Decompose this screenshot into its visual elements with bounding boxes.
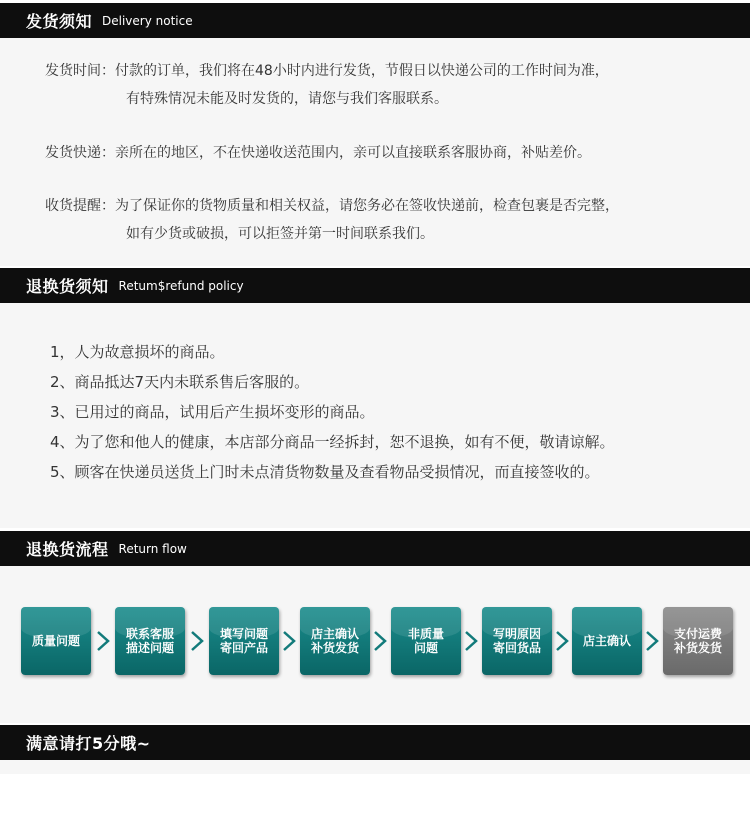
chevron-right-icon bbox=[555, 630, 569, 652]
flow-step-5: 非质量 问题 bbox=[391, 607, 461, 675]
chevron-right-icon bbox=[645, 630, 659, 652]
returns-item-1: 1，人为故意损坏的商品。 bbox=[50, 343, 225, 361]
flow-step-2: 联系客服 描述问题 bbox=[115, 607, 185, 675]
returns-item-3: 3、已用过的商品，试用后产生损坏变形的商品。 bbox=[50, 403, 375, 421]
rating-panel bbox=[0, 760, 750, 774]
delivery-title-en: Delivery notice bbox=[102, 13, 193, 28]
returns-title: 退换货须知 bbox=[26, 277, 109, 296]
rating-header bbox=[0, 725, 750, 760]
rating-title: 满意请打5分哦~ bbox=[26, 734, 151, 753]
chevron-right-icon bbox=[282, 630, 296, 652]
returns-item-4: 4、为了您和他人的健康，本店部分商品一经拆封，恕不退换，如有不便，敬请谅解。 bbox=[50, 433, 615, 451]
delivery-reminder-text-2: 如有少货或破损，可以拒签并第一时间联系我们。 bbox=[126, 226, 434, 242]
delivery-time-text: 付款的订单，我们将在48小时内进行发货，节假日以快递公司的工作时间为准， bbox=[115, 63, 609, 79]
chevron-right-icon bbox=[190, 630, 204, 652]
delivery-title: 发货须知 bbox=[26, 12, 93, 31]
flow-header bbox=[0, 531, 750, 566]
delivery-time-label: 发货时间： bbox=[45, 63, 115, 79]
flow-step-1: 质量问题 bbox=[21, 607, 91, 675]
returns-title-en: Retum$refund policy bbox=[118, 278, 244, 293]
delivery-reminder-item bbox=[45, 192, 619, 248]
delivery-reminder-label: 收货提醒： bbox=[45, 198, 115, 214]
delivery-courier-item bbox=[45, 139, 591, 167]
delivery-courier-text: 亲所在的地区，不在快递收送范围内，亲可以直接联系客服协商，补贴差价。 bbox=[115, 145, 591, 161]
flow-step-4: 店主确认 补货发货 bbox=[300, 607, 370, 675]
returns-header bbox=[0, 268, 750, 303]
returns-item-5: 5、顾客在快递员送货上门时未点清货物数量及查看物品受损情况，而直接签收的。 bbox=[50, 463, 600, 481]
chevron-right-icon bbox=[464, 630, 478, 652]
delivery-time-text-2: 有特殊情况未能及时发货的，请您与我们客服联系。 bbox=[126, 91, 448, 107]
delivery-reminder-text: 为了保证你的货物质量和相关权益，请您务必在签收快递前，检查包裹是否完整， bbox=[115, 198, 619, 214]
flow-title: 退换货流程 bbox=[26, 540, 109, 559]
chevron-right-icon bbox=[96, 630, 110, 652]
delivery-time-item bbox=[45, 57, 609, 113]
flow-step-3: 填写问题 寄回产品 bbox=[209, 607, 279, 675]
delivery-header bbox=[0, 3, 750, 38]
returns-item-2: 2、商品抵达7天内未联系售后客服的。 bbox=[50, 373, 310, 391]
flow-step-7: 店主确认 bbox=[572, 607, 642, 675]
flow-step-8: 支付运费 补货发货 bbox=[663, 607, 733, 675]
flow-title-en: Return flow bbox=[118, 541, 187, 556]
delivery-courier-label: 发货快递： bbox=[45, 145, 115, 161]
chevron-right-icon bbox=[373, 630, 387, 652]
flow-step-6: 写明原因 寄回货品 bbox=[482, 607, 552, 675]
